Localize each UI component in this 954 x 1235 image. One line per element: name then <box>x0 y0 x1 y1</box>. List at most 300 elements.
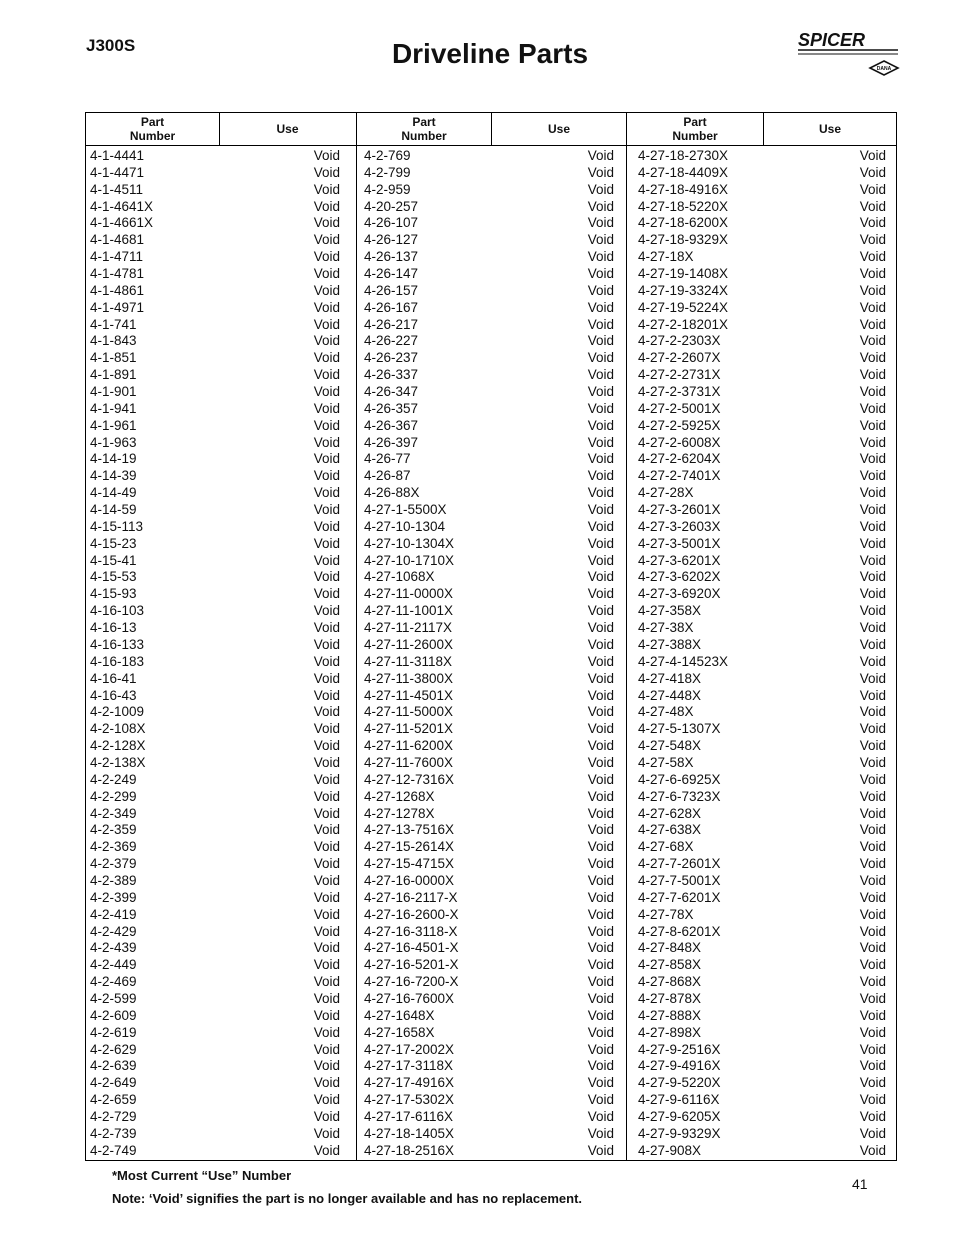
table-row <box>638 148 886 165</box>
table-row <box>90 957 340 974</box>
table-row <box>90 1075 340 1092</box>
part-use: Void <box>313 518 340 534</box>
part-use: Void <box>587 704 614 720</box>
part-number: 4-1-4971 <box>90 299 145 315</box>
part-use: Void <box>859 1075 886 1091</box>
part-use: Void <box>587 316 614 332</box>
part-use: Void <box>313 889 340 905</box>
table-row <box>638 637 886 654</box>
part-number: 4-27-1278X <box>364 805 435 821</box>
part-use: Void <box>859 636 886 652</box>
part-number: 4-2-419 <box>90 906 137 922</box>
part-number: 4-26-227 <box>364 333 419 349</box>
part-number: 4-1-891 <box>90 367 137 383</box>
part-number: 4-27-28X <box>638 485 694 501</box>
part-use: Void <box>859 384 886 400</box>
table-row <box>364 671 614 688</box>
table-row <box>90 468 340 485</box>
part-use: Void <box>587 451 614 467</box>
part-number: 4-26-167 <box>364 299 419 315</box>
part-use: Void <box>587 485 614 501</box>
table-row <box>638 553 886 570</box>
table-row <box>638 283 886 300</box>
part-use: Void <box>859 603 886 619</box>
part-number: 4-27-10-1304X <box>364 535 455 551</box>
part-use: Void <box>859 738 886 754</box>
part-use: Void <box>313 1007 340 1023</box>
part-number: 4-27-448X <box>638 687 702 703</box>
part-number: 4-2-799 <box>364 164 411 180</box>
part-number: 4-27-2-5925X <box>638 417 721 433</box>
part-number: 4-27-68X <box>638 839 694 855</box>
part-use: Void <box>859 1024 886 1040</box>
part-use: Void <box>313 400 340 416</box>
part-use: Void <box>313 856 340 872</box>
table-row <box>90 974 340 991</box>
table-row <box>364 890 614 907</box>
part-use: Void <box>859 198 886 214</box>
part-use: Void <box>859 535 886 551</box>
part-number: 4-27-2-6204X <box>638 451 721 467</box>
part-number: 4-26-77 <box>364 451 411 467</box>
part-use: Void <box>313 586 340 602</box>
part-use: Void <box>587 1092 614 1108</box>
part-number: 4-15-53 <box>90 569 137 585</box>
table-row <box>90 924 340 941</box>
table-row <box>90 569 340 586</box>
table-row <box>638 435 886 452</box>
table-row <box>90 1058 340 1075</box>
part-number: 4-27-1648X <box>364 1007 435 1023</box>
part-use: Void <box>587 1075 614 1091</box>
part-number: 4-27-16-2117-X <box>364 889 458 905</box>
part-number: 4-27-628X <box>638 805 702 821</box>
table-row <box>364 350 614 367</box>
part-use: Void <box>313 1125 340 1141</box>
part-number: 4-27-16-3118-X <box>364 923 458 939</box>
part-use: Void <box>859 1108 886 1124</box>
part-number: 4-27-11-2600X <box>364 636 454 652</box>
table-row <box>90 215 340 232</box>
part-number: 4-2-349 <box>90 805 137 821</box>
part-number: 4-27-1068X <box>364 569 435 585</box>
part-use: Void <box>587 1142 614 1158</box>
part-number-header-3 <box>627 113 763 145</box>
part-number: 4-27-18-4916X <box>638 181 729 197</box>
part-use: Void <box>859 333 886 349</box>
part-use: Void <box>313 266 340 282</box>
part-number: 4-27-7-2601X <box>638 856 721 872</box>
part-number: 4-26-347 <box>364 384 419 400</box>
part-number: 4-27-16-7200-X <box>364 974 459 990</box>
part-use: Void <box>313 249 340 265</box>
spicer-logo <box>796 28 900 76</box>
part-use: Void <box>859 839 886 855</box>
table-row <box>90 839 340 856</box>
part-number: 4-1-851 <box>90 350 137 366</box>
table-row <box>364 502 614 519</box>
part-number: 4-27-2-5001X <box>638 400 721 416</box>
table-row <box>90 654 340 671</box>
table-row <box>90 1008 340 1025</box>
part-use: Void <box>313 1024 340 1040</box>
part-number: 4-27-3-2601X <box>638 502 721 518</box>
part-header-line1: Part <box>683 115 707 129</box>
part-use: Void <box>859 215 886 231</box>
part-use: Void <box>313 1142 340 1158</box>
part-use: Void <box>587 198 614 214</box>
dana-logo-mark: DANA <box>876 66 892 72</box>
part-use: Void <box>587 1108 614 1124</box>
part-number: 4-1-961 <box>90 417 137 433</box>
part-number: 4-1-4511 <box>90 181 144 197</box>
part-use: Void <box>587 1058 614 1074</box>
header-divider <box>763 113 764 145</box>
table-row <box>90 249 340 266</box>
table-row <box>638 789 886 806</box>
table-row <box>364 957 614 974</box>
part-use: Void <box>587 1007 614 1023</box>
table-row <box>638 721 886 738</box>
part-number: 4-27-13-7516X <box>364 822 455 838</box>
part-use: Void <box>313 974 340 990</box>
part-number: 4-27-3-5001X <box>638 535 721 551</box>
part-number: 4-27-15-2614X <box>364 839 455 855</box>
part-number: 4-26-137 <box>364 249 419 265</box>
table-row <box>638 1126 886 1143</box>
part-use: Void <box>587 181 614 197</box>
part-use: Void <box>587 1125 614 1141</box>
part-use: Void <box>859 1142 886 1158</box>
part-number: 4-27-898X <box>638 1024 702 1040</box>
part-number: 4-27-4-14523X <box>638 653 729 669</box>
part-number: 4-27-9-2516X <box>638 1041 721 1057</box>
part-number: 4-1-901 <box>90 384 137 400</box>
part-number: 4-27-2-6008X <box>638 434 721 450</box>
part-use: Void <box>859 502 886 518</box>
table-row <box>364 822 614 839</box>
part-number: 4-27-548X <box>638 738 702 754</box>
table-row <box>638 806 886 823</box>
table-row <box>638 890 886 907</box>
part-use: Void <box>313 299 340 315</box>
part-number: 4-2-399 <box>90 889 137 905</box>
table-row <box>364 536 614 553</box>
part-number: 4-15-41 <box>90 552 137 568</box>
table-row <box>90 940 340 957</box>
table-row <box>638 418 886 435</box>
part-number: 4-1-4861 <box>90 282 145 298</box>
series-code: J300S <box>86 36 136 55</box>
part-use: Void <box>859 299 886 315</box>
part-use: Void <box>587 839 614 855</box>
part-use: Void <box>587 788 614 804</box>
part-use: Void <box>587 620 614 636</box>
table-row <box>90 991 340 1008</box>
table-row <box>90 502 340 519</box>
use-header-3 <box>764 113 896 145</box>
part-header-line2: Number <box>401 129 447 143</box>
part-number: 4-2-439 <box>90 940 137 956</box>
table-row <box>638 451 886 468</box>
part-number: 4-26-367 <box>364 417 419 433</box>
part-use: Void <box>587 468 614 484</box>
part-number: 4-27-18-1405X <box>364 1125 455 1141</box>
table-row <box>90 1092 340 1109</box>
footnote: *Most Current “Use” Number <box>112 1168 292 1183</box>
part-number: 4-27-1-5500X <box>364 502 447 518</box>
table-row <box>638 603 886 620</box>
part-number: 4-1-963 <box>90 434 137 450</box>
table-row <box>364 806 614 823</box>
part-use: Void <box>587 856 614 872</box>
part-use: Void <box>313 148 340 163</box>
part-number: 4-15-23 <box>90 535 137 551</box>
part-use: Void <box>587 636 614 652</box>
table-row <box>638 215 886 232</box>
part-number: 4-26-147 <box>364 266 419 282</box>
table-row <box>364 199 614 216</box>
part-number-header-1 <box>86 113 219 145</box>
part-use: Void <box>587 974 614 990</box>
part-number: 4-27-16-7600X <box>364 990 455 1006</box>
parts-column-1 <box>90 148 340 1160</box>
table-row <box>638 822 886 839</box>
table-row <box>638 924 886 941</box>
part-use: Void <box>313 181 340 197</box>
use-header-label: Use <box>547 122 570 136</box>
part-use: Void <box>859 754 886 770</box>
parts-column-3 <box>638 148 886 1160</box>
header-divider <box>219 113 220 145</box>
part-use: Void <box>859 805 886 821</box>
part-number: 4-27-17-5302X <box>364 1092 455 1108</box>
table-row <box>90 266 340 283</box>
part-use: Void <box>313 805 340 821</box>
part-number: 4-1-4711 <box>90 249 144 265</box>
parts-table <box>85 112 897 1161</box>
part-use: Void <box>859 1041 886 1057</box>
table-row <box>638 873 886 890</box>
part-number: 4-2-369 <box>90 839 137 855</box>
part-number: 4-27-18-4409X <box>638 164 729 180</box>
table-row <box>364 232 614 249</box>
part-number: 4-27-1268X <box>364 788 435 804</box>
table-row <box>90 688 340 705</box>
part-number: 4-27-11-1001X <box>364 603 454 619</box>
table-row <box>364 1126 614 1143</box>
part-use: Void <box>859 350 886 366</box>
part-number: 4-27-16-2600-X <box>364 906 459 922</box>
part-use: Void <box>859 889 886 905</box>
part-use: Void <box>587 906 614 922</box>
part-use: Void <box>587 872 614 888</box>
part-number: 4-27-2-7401X <box>638 468 721 484</box>
part-number: 4-27-858X <box>638 957 702 973</box>
part-use: Void <box>313 906 340 922</box>
part-use: Void <box>313 384 340 400</box>
part-number: 4-27-878X <box>638 990 702 1006</box>
part-use: Void <box>859 485 886 501</box>
table-row <box>364 367 614 384</box>
table-row <box>90 451 340 468</box>
table-row <box>364 468 614 485</box>
table-row <box>638 1058 886 1075</box>
part-use: Void <box>313 990 340 1006</box>
table-row <box>638 317 886 334</box>
part-number: 4-27-12-7316X <box>364 771 455 787</box>
table-row <box>90 890 340 907</box>
part-use: Void <box>587 367 614 383</box>
table-row <box>364 603 614 620</box>
part-number: 4-2-609 <box>90 1007 137 1023</box>
part-use: Void <box>313 923 340 939</box>
part-number: 4-27-19-3324X <box>638 282 729 298</box>
table-row <box>90 1025 340 1042</box>
table-row <box>90 1109 340 1126</box>
part-number: 4-16-103 <box>90 603 145 619</box>
part-use: Void <box>587 586 614 602</box>
part-use: Void <box>587 653 614 669</box>
table-row <box>90 333 340 350</box>
table-row <box>90 1143 340 1160</box>
table-row <box>90 721 340 738</box>
table-row <box>638 199 886 216</box>
part-number: 4-27-11-5201X <box>364 721 454 737</box>
table-row <box>364 333 614 350</box>
table-row <box>638 182 886 199</box>
part-number: 4-27-8-6201X <box>638 923 721 939</box>
use-header-label: Use <box>276 122 299 136</box>
table-row <box>364 165 614 182</box>
table-row <box>638 856 886 873</box>
part-number: 4-2-599 <box>90 990 137 1006</box>
part-use: Void <box>313 333 340 349</box>
part-use: Void <box>313 417 340 433</box>
part-use: Void <box>859 316 886 332</box>
part-number: 4-27-11-3118X <box>364 653 453 669</box>
part-number: 4-1-4681 <box>90 232 145 248</box>
part-number: 4-1-941 <box>90 400 137 416</box>
part-use: Void <box>313 620 340 636</box>
part-use: Void <box>587 266 614 282</box>
table-row <box>364 283 614 300</box>
part-number: 4-2-959 <box>364 181 411 197</box>
part-number: 4-27-2-2303X <box>638 333 721 349</box>
table-row <box>364 991 614 1008</box>
part-number: 4-27-17-6116X <box>364 1108 454 1124</box>
table-row <box>638 401 886 418</box>
table-row <box>90 586 340 603</box>
part-use: Void <box>313 721 340 737</box>
table-row <box>364 519 614 536</box>
part-use: Void <box>859 906 886 922</box>
part-use: Void <box>313 839 340 855</box>
table-row <box>638 1025 886 1042</box>
part-number: 4-27-358X <box>638 603 702 619</box>
part-number: 4-2-379 <box>90 856 137 872</box>
part-use: Void <box>859 670 886 686</box>
part-number: 4-27-388X <box>638 636 702 652</box>
part-use: Void <box>587 738 614 754</box>
part-use: Void <box>587 805 614 821</box>
table-row <box>638 654 886 671</box>
part-use: Void <box>313 771 340 787</box>
table-row <box>90 553 340 570</box>
table-row <box>90 182 340 199</box>
table-row <box>90 232 340 249</box>
part-use: Void <box>587 670 614 686</box>
table-row <box>90 603 340 620</box>
column-divider <box>626 113 627 1160</box>
table-row <box>638 991 886 1008</box>
part-number: 4-27-17-3118X <box>364 1058 454 1074</box>
table-row <box>638 1143 886 1160</box>
part-use: Void <box>859 957 886 973</box>
part-number: 4-2-639 <box>90 1058 137 1074</box>
part-use: Void <box>587 249 614 265</box>
part-number: 4-26-107 <box>364 215 419 231</box>
table-row <box>364 485 614 502</box>
part-use: Void <box>313 198 340 214</box>
table-row <box>364 553 614 570</box>
table-row <box>638 485 886 502</box>
part-use: Void <box>313 535 340 551</box>
table-row <box>90 199 340 216</box>
part-use: Void <box>587 384 614 400</box>
table-row <box>90 435 340 452</box>
table-row <box>364 1092 614 1109</box>
table-row <box>90 283 340 300</box>
part-number: 4-2-249 <box>90 771 137 787</box>
table-row <box>638 671 886 688</box>
part-use: Void <box>859 1007 886 1023</box>
part-number: 4-27-2-3731X <box>638 384 721 400</box>
table-row <box>364 1075 614 1092</box>
part-number: 4-2-299 <box>90 788 137 804</box>
part-use: Void <box>859 653 886 669</box>
table-row <box>638 249 886 266</box>
part-number: 4-16-183 <box>90 653 145 669</box>
column-divider <box>356 113 357 1160</box>
table-row <box>638 468 886 485</box>
table-row <box>638 367 886 384</box>
part-use: Void <box>313 704 340 720</box>
table-row <box>90 789 340 806</box>
part-use: Void <box>313 940 340 956</box>
part-header-line2: Number <box>129 129 176 143</box>
part-use: Void <box>859 721 886 737</box>
part-use: Void <box>859 451 886 467</box>
part-number: 4-27-9-5220X <box>638 1075 721 1091</box>
part-use: Void <box>587 434 614 450</box>
table-row <box>364 1042 614 1059</box>
part-use: Void <box>587 333 614 349</box>
part-use: Void <box>859 788 886 804</box>
part-use: Void <box>587 889 614 905</box>
part-number: 4-2-108X <box>90 721 146 737</box>
part-use: Void <box>313 215 340 231</box>
part-number: 4-27-18-9329X <box>638 232 729 248</box>
part-number: 4-14-39 <box>90 468 137 484</box>
part-use: Void <box>313 788 340 804</box>
part-use: Void <box>313 636 340 652</box>
part-number: 4-27-11-0000X <box>364 586 454 602</box>
table-row <box>90 401 340 418</box>
table-row <box>638 536 886 553</box>
table-row <box>364 620 614 637</box>
part-number: 4-2-359 <box>90 822 137 838</box>
